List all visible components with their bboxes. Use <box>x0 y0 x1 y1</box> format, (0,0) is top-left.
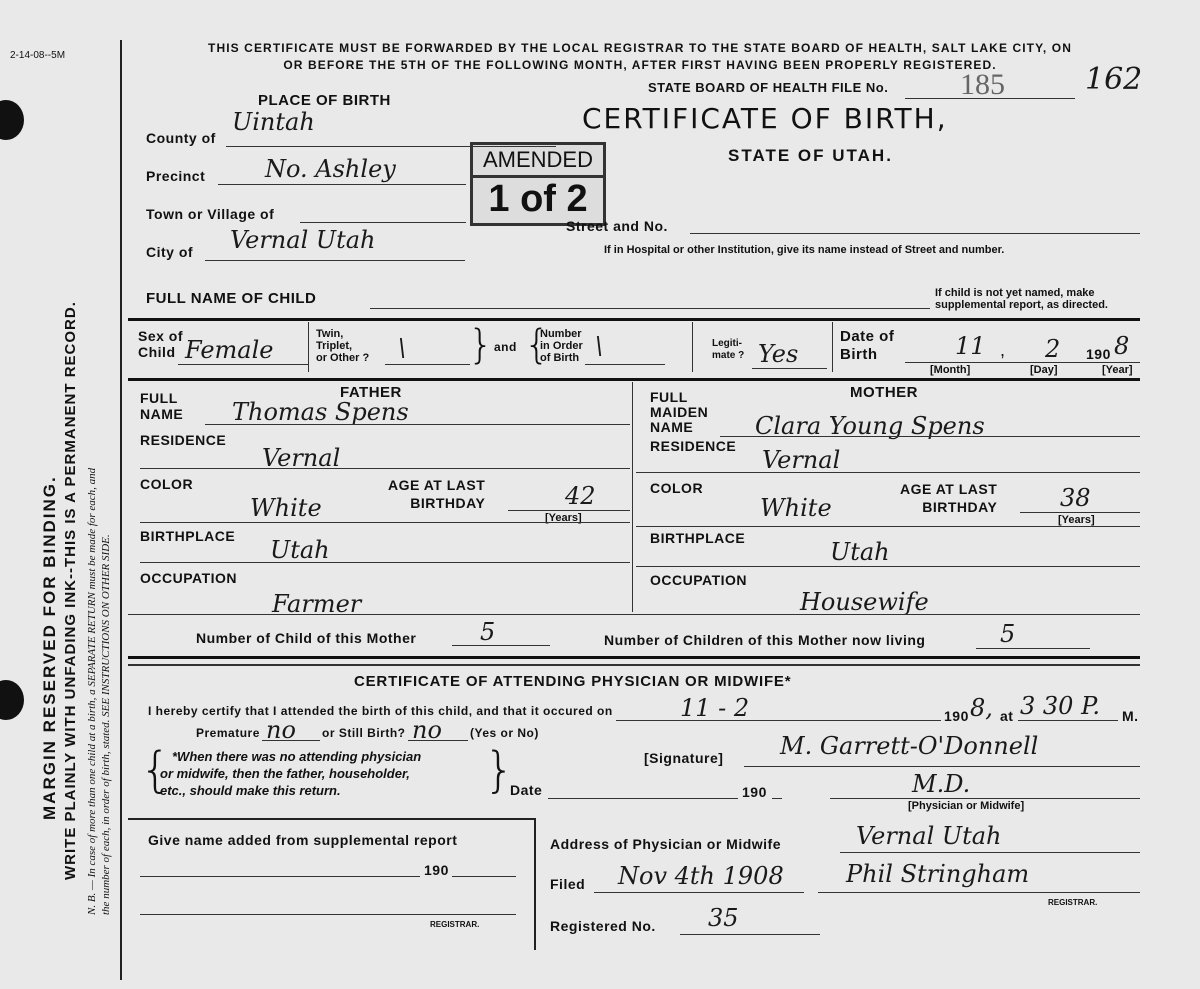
child-name-note-1: If child is not yet named, make <box>935 287 1095 299</box>
living-line <box>976 648 1090 649</box>
date-label: Date <box>510 782 543 798</box>
date-year-line <box>772 798 782 799</box>
mother-residence-value: Vernal <box>762 446 841 474</box>
sex-label-2: Child <box>138 344 176 360</box>
margin-reserved: MARGIN RESERVED FOR BINDING. <box>40 475 59 820</box>
stillbirth-value: no <box>412 716 442 744</box>
time-line <box>1018 720 1118 721</box>
address-value: Vernal Utah <box>856 822 1002 850</box>
header-notice-line-1: THIS CERTIFICATE MUST BE FORWARDED BY THE LOCAL REGISTRAR TO THE STATE BOARD OF HEALTH, SALT LAKE CITY, ON <box>208 41 1072 55</box>
section-rule <box>128 318 1140 321</box>
registered-value: 35 <box>708 904 739 932</box>
role-caption: [Physician or Midwife] <box>908 800 1025 812</box>
father-age-label-2: BIRTHDAY <box>410 495 486 511</box>
street-label: Street and No. <box>566 218 668 234</box>
supplemental-year-line <box>452 876 516 877</box>
legitimate-label <box>712 338 744 362</box>
supplemental-registrar-line <box>140 914 516 915</box>
certificate-title: CERTIFICATE OF BIRTH, <box>582 102 948 135</box>
occurred-date-line <box>616 720 941 721</box>
sex-label <box>138 328 183 360</box>
mother-age-label-1: AGE AT LAST <box>900 481 998 497</box>
registered-line <box>680 934 820 935</box>
living-value: 5 <box>1000 620 1016 648</box>
father-name-line <box>205 424 630 425</box>
role-line <box>830 798 1140 799</box>
year-caption: [Year] <box>1102 364 1133 376</box>
father-age-caption: [Years] <box>545 512 582 524</box>
father-heading: FATHER <box>340 384 402 401</box>
twin-label-1: Twin, <box>316 328 344 340</box>
mother-color-value: White <box>760 494 832 522</box>
county-value: Uintah <box>232 108 315 136</box>
father-name-value: Thomas Spens <box>232 398 409 426</box>
mother-color-line <box>636 526 1140 527</box>
birth-year-prefix: 190 <box>1086 346 1111 362</box>
physician-note <box>160 748 421 799</box>
legitimate-label-2: mate ? <box>712 350 745 361</box>
mother-birthplace-line <box>636 566 1140 567</box>
margin-nb-2: the number of each, in order of birth, stated. SEE INSTRUCTIONS ON OTHER SIDE. <box>100 534 112 915</box>
child-number-line <box>452 645 550 646</box>
filed-value: Nov 4th 1908 <box>618 862 784 890</box>
twin-label-3: or Other ? <box>316 352 370 364</box>
mother-residence-line <box>636 472 1140 473</box>
child-name-line <box>370 308 930 309</box>
filed-line <box>594 892 804 893</box>
amended-stamp <box>470 142 606 226</box>
birth-month-value: 11 <box>955 332 986 360</box>
physician-note-1: *When there was no attending physician <box>172 749 422 764</box>
mother-age-label <box>900 480 997 516</box>
sex-value: Female <box>185 336 274 364</box>
supplemental-line <box>140 876 420 877</box>
physician-heading: CERTIFICATE OF ATTENDING PHYSICIAN OR MIDWIFE* <box>354 673 792 690</box>
order-label <box>540 328 583 364</box>
supplemental-label: Give name added from supplemental report <box>148 832 458 848</box>
town-line <box>300 222 466 223</box>
child-name-note-2: supplemental report, as directed. <box>935 299 1108 311</box>
father-occupation-value: Farmer <box>272 590 362 618</box>
day-caption: [Day] <box>1030 364 1058 376</box>
divider <box>308 322 309 372</box>
order-line <box>585 364 665 365</box>
brace-icon: } <box>468 322 494 368</box>
occurred-year-prefix: 190 <box>944 708 969 724</box>
child-number-value: 5 <box>480 618 496 646</box>
and-label: and <box>494 340 517 354</box>
mother-color-label: COLOR <box>650 480 704 496</box>
divider <box>832 322 833 372</box>
file-handwritten-number: 162 <box>1085 62 1143 97</box>
section-rule <box>128 656 1140 659</box>
birth-day-value: 2 <box>1045 335 1061 363</box>
precinct-label: Precinct <box>146 168 206 184</box>
margin-write-plainly: WRITE PLAINLY WITH UNFADING INK--THIS IS A PERMANENT RECORD. <box>62 301 79 880</box>
premature-line <box>262 740 320 741</box>
mother-age-label-2: BIRTHDAY <box>922 499 998 515</box>
mother-age-caption: [Years] <box>1058 514 1095 526</box>
mother-name-label-3: NAME <box>650 419 694 435</box>
header-notice-line-2: OR BEFORE THE 5TH OF THE FOLLOWING MONTH, AFTER FIRST HAVING BEEN PROPERLY REGISTERED. <box>283 58 997 72</box>
certify-text: I hereby certify that I attended the birth of this child, and that it occured on <box>148 704 613 718</box>
date-of-birth-label-2: Birth <box>840 346 878 363</box>
address-line <box>840 852 1140 853</box>
county-label: County of <box>146 130 216 146</box>
brace-icon: { <box>140 742 171 798</box>
margin-rule <box>120 40 122 980</box>
signature-line <box>744 766 1140 767</box>
order-label-3: of Birth <box>540 352 580 364</box>
stillbirth-line <box>408 740 468 741</box>
precinct-line <box>218 184 466 185</box>
mother-age-line <box>1020 512 1140 513</box>
twin-label <box>316 328 369 364</box>
father-color-value: White <box>250 494 322 522</box>
file-stamp-number: 185 <box>960 68 1005 101</box>
father-residence-line <box>140 468 630 469</box>
father-name-label-2: NAME <box>140 406 184 422</box>
child-name-label: FULL NAME OF CHILD <box>146 290 317 307</box>
order-value: \ <box>595 332 604 360</box>
father-age-value: 42 <box>565 482 596 510</box>
time-value: 3 30 P. <box>1020 692 1100 720</box>
mother-residence-label: RESIDENCE <box>650 438 737 454</box>
father-birthplace-label: BIRTHPLACE <box>140 528 236 544</box>
mother-occupation-value: Housewife <box>800 588 929 616</box>
registered-label: Registered No. <box>550 918 656 934</box>
date-year-prefix: 190 <box>742 784 767 800</box>
binding-hole <box>0 100 24 140</box>
precinct-value: No. Ashley <box>265 155 396 183</box>
physician-note-3: etc., should make this return. <box>160 783 341 798</box>
mother-birthplace-value: Utah <box>830 538 890 566</box>
street-line <box>690 233 1140 234</box>
address-label: Address of Physician or Midwife <box>550 836 781 852</box>
at-label: at <box>1000 708 1014 724</box>
mother-age-value: 38 <box>1060 484 1091 512</box>
twin-line <box>385 364 470 365</box>
supplemental-registrar-caption: REGISTRAR. <box>430 920 480 929</box>
md-value: M.D. <box>912 770 971 798</box>
premature-label: Premature <box>196 726 260 740</box>
mother-name-label <box>650 390 708 435</box>
county-line <box>226 146 556 147</box>
date-line <box>905 362 1140 363</box>
state-subtitle: STATE OF UTAH. <box>728 146 893 165</box>
file-number-line <box>905 98 1075 99</box>
divider <box>692 322 693 372</box>
amended-count: 1 of 2 <box>488 178 588 220</box>
signature-value: M. Garrett-O'Donnell <box>780 732 1039 760</box>
parents-divider <box>632 382 633 612</box>
supplemental-year-prefix: 190 <box>424 862 449 878</box>
hospital-note: If in Hospital or other Institution, give its name instead of Street and number. <box>604 244 1005 256</box>
stillbirth-label: or Still Birth? <box>322 726 406 740</box>
order-label-1: Number <box>540 328 582 340</box>
form-code: 2-14-08--5M <box>10 50 66 61</box>
birth-year-value: 8 <box>1114 332 1130 360</box>
physician-note-2: or midwife, then the father, householder, <box>160 766 410 781</box>
father-residence-value: Vernal <box>262 444 341 472</box>
father-name-label-1: FULL <box>140 390 178 406</box>
binding-hole <box>0 680 24 720</box>
occurred-date-value: 11 - 2 <box>680 694 750 722</box>
father-age-label <box>388 476 485 512</box>
mother-name-line <box>720 436 1140 437</box>
father-color-line <box>140 522 630 523</box>
father-age-line <box>508 510 630 511</box>
month-caption: [Month] <box>930 364 971 376</box>
sex-line <box>178 364 308 365</box>
date-comma: , <box>1000 340 1006 360</box>
city-value: Vernal Utah <box>230 226 376 254</box>
occurred-year-value: 8, <box>970 694 993 722</box>
father-age-label-1: AGE AT LAST <box>388 477 486 493</box>
mother-occupation-label: OCCUPATION <box>650 572 748 588</box>
city-line <box>205 260 465 261</box>
registrar-signature: Phil Stringham <box>846 860 1030 888</box>
signature-label: [Signature] <box>644 750 724 766</box>
twin-value: \ <box>398 334 407 362</box>
place-of-birth-heading: PLACE OF BIRTH <box>258 92 391 109</box>
yes-no-caption: (Yes or No) <box>470 726 539 740</box>
mother-name-label-1: FULL <box>650 389 688 405</box>
legitimate-line <box>752 368 827 369</box>
child-number-label: Number of Child of this Mother <box>196 630 417 646</box>
city-label: City of <box>146 244 194 260</box>
mother-name-value: Clara Young Spens <box>755 412 985 440</box>
section-rule <box>128 378 1140 381</box>
premature-value: no <box>266 716 296 744</box>
father-occupation-label: OCCUPATION <box>140 570 238 586</box>
section-rule <box>128 614 1140 615</box>
father-birthplace-line <box>140 562 630 563</box>
brace-icon: } <box>484 742 515 798</box>
amended-label: AMENDED <box>473 145 603 178</box>
father-birthplace-value: Utah <box>270 536 330 564</box>
brace-icon: { <box>524 322 550 368</box>
file-label: STATE BOARD OF HEALTH FILE No. <box>648 80 889 95</box>
mother-heading: MOTHER <box>850 384 918 401</box>
father-residence-label: RESIDENCE <box>140 432 227 448</box>
date-of-birth-label-1: Date of <box>840 328 895 345</box>
legitimate-label-1: Legiti- <box>712 338 742 349</box>
mother-name-label-2: MAIDEN <box>650 404 709 420</box>
m-label: M. <box>1122 708 1139 724</box>
mother-birthplace-label: BIRTHPLACE <box>650 530 746 546</box>
section-rule <box>128 664 1140 666</box>
filed-label: Filed <box>550 876 586 892</box>
father-color-label: COLOR <box>140 476 194 492</box>
legitimate-value: Yes <box>758 340 799 368</box>
order-label-2: in Order <box>540 340 583 352</box>
registrar-caption: REGISTRAR. <box>1048 898 1098 907</box>
living-label: Number of Children of this Mother now living <box>604 632 926 648</box>
date-sign-line <box>548 798 738 799</box>
date-of-birth-label <box>840 328 894 364</box>
registrar-line <box>818 892 1140 893</box>
child-name-note <box>935 287 1108 311</box>
sex-label-1: Sex of <box>138 328 184 344</box>
margin-nb-1: N. B. — In case of more than one child at a birth, a SEPARATE RETURN must be made for each, and <box>86 467 98 915</box>
town-label: Town or Village of <box>146 206 275 222</box>
father-name-label <box>140 390 183 422</box>
twin-label-2: Triplet, <box>316 340 353 352</box>
